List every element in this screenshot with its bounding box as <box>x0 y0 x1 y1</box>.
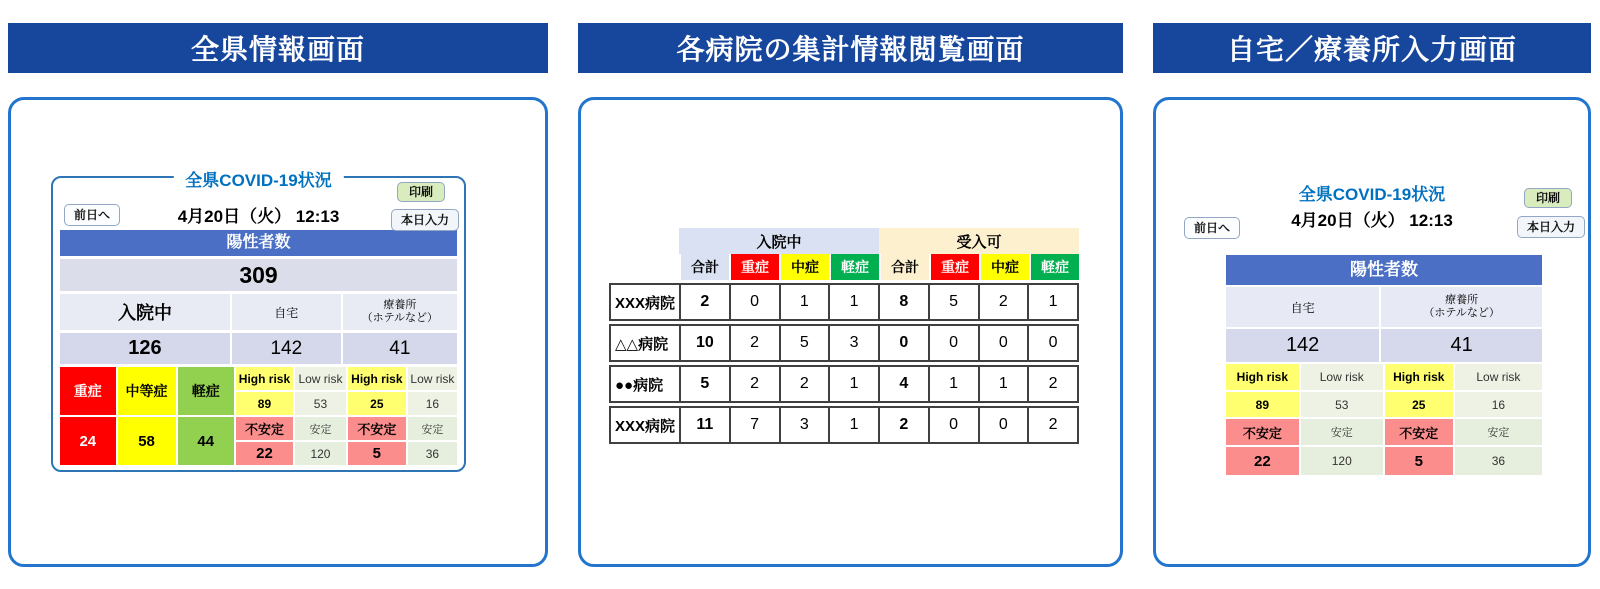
covid-status-title: 全県COVID-19状況 <box>173 166 343 191</box>
cell: 2 <box>779 367 829 401</box>
topbar <box>60 182 457 230</box>
panel-header-home-facility-input: 自宅／療養所入力画面 <box>1153 23 1591 73</box>
hospital-summary-table <box>609 228 1079 444</box>
severe-value-cell: 24 <box>60 417 116 465</box>
facility-total: 41 <box>343 333 457 364</box>
cell: 5 <box>779 326 829 360</box>
date-label: 4月20日（火） 12:13 <box>177 207 340 226</box>
moderate-label-cell: 中等症 <box>118 367 176 415</box>
home-stable-label: 安定 <box>295 417 346 440</box>
hospital-summary-card <box>578 97 1123 567</box>
positive-total-value: 309 <box>60 259 457 291</box>
severe-label-cell: 重症 <box>60 367 116 415</box>
facility-unstable-value: 5 <box>1385 447 1453 475</box>
cell: 4 <box>878 367 928 401</box>
cell: 5 <box>679 367 729 401</box>
facility-stable-label: 安定 <box>1455 419 1542 445</box>
cell: 8 <box>878 285 928 319</box>
home-stable-label: 安定 <box>1301 419 1383 445</box>
cell: 2 <box>1027 367 1077 401</box>
panel-hospital-summary <box>578 23 1123 567</box>
home-high-risk-value: 89 <box>236 392 293 415</box>
cell: 2 <box>978 285 1028 319</box>
cell: 0 <box>729 285 779 319</box>
table-sub-header-row <box>609 254 1079 280</box>
table-row <box>609 283 1079 321</box>
home-facility-table <box>1226 255 1542 475</box>
cell: 1 <box>828 285 878 319</box>
facility-low-risk-label: Low risk <box>1455 364 1542 390</box>
home-low-risk-label: Low risk <box>295 367 346 390</box>
panel-prefecture-info <box>8 23 548 567</box>
hospital-name: XXX病院 <box>615 417 676 435</box>
home-total: 142 <box>232 333 341 364</box>
date-label: 4月20日（火） 12:13 <box>1291 211 1453 230</box>
cell: 0 <box>978 326 1028 360</box>
table-row <box>609 365 1079 403</box>
accept-mild-header: 軽症 <box>1029 254 1079 280</box>
home-header-cell: 自宅 <box>232 294 341 330</box>
accept-moderate-header: 中症 <box>979 254 1029 280</box>
print-button[interactable]: 印刷 <box>397 182 445 202</box>
cell: 5 <box>928 285 978 319</box>
positive-count-header: 陽性者数 <box>60 230 457 256</box>
home-header-cell: 自宅 <box>1226 287 1379 327</box>
inpatient-group-header: 入院中 <box>679 228 879 254</box>
cell: 2 <box>679 285 729 319</box>
home-facility-input-card <box>1153 97 1591 567</box>
cell: 1 <box>779 285 829 319</box>
location-value-row <box>60 333 457 364</box>
home-unstable-label: 不安定 <box>1226 419 1299 445</box>
cell: 1 <box>928 367 978 401</box>
facility-low-risk-value: 16 <box>408 392 457 415</box>
home-stable-value: 120 <box>295 442 346 465</box>
cell: 2 <box>729 326 779 360</box>
today-input-button[interactable]: 本日入力 <box>1517 216 1585 238</box>
cell: 0 <box>928 326 978 360</box>
facility-header-cell: 療養所 （ホテルなど） <box>1381 287 1542 327</box>
mild-label-cell: 軽症 <box>178 367 234 415</box>
cell: 7 <box>729 408 779 442</box>
hospital-name: ●●病院 <box>615 376 664 394</box>
cell: 3 <box>828 326 878 360</box>
facility-high-risk-label: High risk <box>348 367 406 390</box>
home-stable-value: 120 <box>1301 447 1383 475</box>
home-low-risk-label: Low risk <box>1301 364 1383 390</box>
today-input-button[interactable]: 本日入力 <box>391 209 459 231</box>
cell: 1 <box>978 367 1028 401</box>
status-grid <box>60 367 457 465</box>
panel-header-prefecture-info: 全県情報画面 <box>8 23 548 73</box>
cell: 10 <box>679 326 729 360</box>
prev-day-button[interactable]: 前日へ <box>64 204 120 226</box>
prefecture-info-card <box>8 97 548 567</box>
positive-count-header: 陽性者数 <box>1226 255 1542 285</box>
home-unstable-value: 22 <box>236 442 293 465</box>
cell: 0 <box>1027 326 1077 360</box>
facility-unstable-value: 5 <box>348 442 406 465</box>
facility-high-risk-label: High risk <box>1385 364 1453 390</box>
status-grid <box>1226 364 1542 475</box>
home-low-risk-value: 53 <box>295 392 346 415</box>
cell: 0 <box>978 408 1028 442</box>
facility-unstable-label: 不安定 <box>348 417 406 440</box>
home-unstable-label: 不安定 <box>236 417 293 440</box>
cell: 2 <box>1027 408 1077 442</box>
hospital-name: △△病院 <box>615 335 669 353</box>
prev-day-button[interactable]: 前日へ <box>1184 217 1240 239</box>
table-row <box>609 406 1079 444</box>
inpatient-total: 126 <box>60 333 230 364</box>
home-unstable-value: 22 <box>1226 447 1299 475</box>
inpatient-header-cell: 入院中 <box>60 294 230 330</box>
facility-high-risk-value: 25 <box>348 392 406 415</box>
hospital-name: XXX病院 <box>615 294 676 312</box>
facility-total: 41 <box>1381 329 1542 362</box>
inpatient-moderate-header: 中症 <box>779 254 829 280</box>
cell: 0 <box>878 326 928 360</box>
accept-group-header: 受入可 <box>879 228 1079 254</box>
facility-high-risk-value: 25 <box>1385 392 1453 417</box>
location-header-row <box>60 294 457 330</box>
table-group-header-row <box>609 228 1079 254</box>
cell: 1 <box>1027 285 1077 319</box>
inpatient-mild-header: 軽症 <box>829 254 879 280</box>
cell: 2 <box>729 367 779 401</box>
accept-severe-header: 重症 <box>929 254 979 280</box>
facility-low-risk-value: 16 <box>1455 392 1542 417</box>
panel-header-hospital-summary: 各病院の集計情報閲覧画面 <box>578 23 1123 73</box>
home-high-risk-label: High risk <box>236 367 293 390</box>
home-high-risk-label: High risk <box>1226 364 1299 390</box>
location-header-row <box>1226 287 1542 327</box>
cell: 1 <box>828 408 878 442</box>
covid-status-subcard <box>51 171 466 472</box>
table-row <box>609 324 1079 362</box>
location-value-row <box>1226 329 1542 362</box>
accept-total-header: 合計 <box>879 254 929 280</box>
inpatient-severe-header: 重症 <box>729 254 779 280</box>
cell: 1 <box>828 367 878 401</box>
cell: 11 <box>679 408 729 442</box>
print-button[interactable]: 印刷 <box>1524 188 1572 208</box>
cell: 0 <box>928 408 978 442</box>
facility-unstable-label: 不安定 <box>1385 419 1453 445</box>
home-high-risk-value: 89 <box>1226 392 1299 417</box>
moderate-value-cell: 58 <box>118 417 176 465</box>
covid-status-title: 全県COVID-19状況 <box>1298 185 1446 204</box>
panel-home-facility-input <box>1153 23 1591 567</box>
cell: 2 <box>878 408 928 442</box>
facility-stable-label: 安定 <box>408 417 457 440</box>
facility-stable-value: 36 <box>408 442 457 465</box>
facility-stable-value: 36 <box>1455 447 1542 475</box>
inpatient-total-header: 合計 <box>679 254 729 280</box>
cell: 3 <box>779 408 829 442</box>
facility-low-risk-label: Low risk <box>408 367 457 390</box>
home-low-risk-value: 53 <box>1301 392 1383 417</box>
facility-header-cell: 療養所 （ホテルなど） <box>343 294 457 330</box>
mild-value-cell: 44 <box>178 417 234 465</box>
home-total: 142 <box>1226 329 1379 362</box>
